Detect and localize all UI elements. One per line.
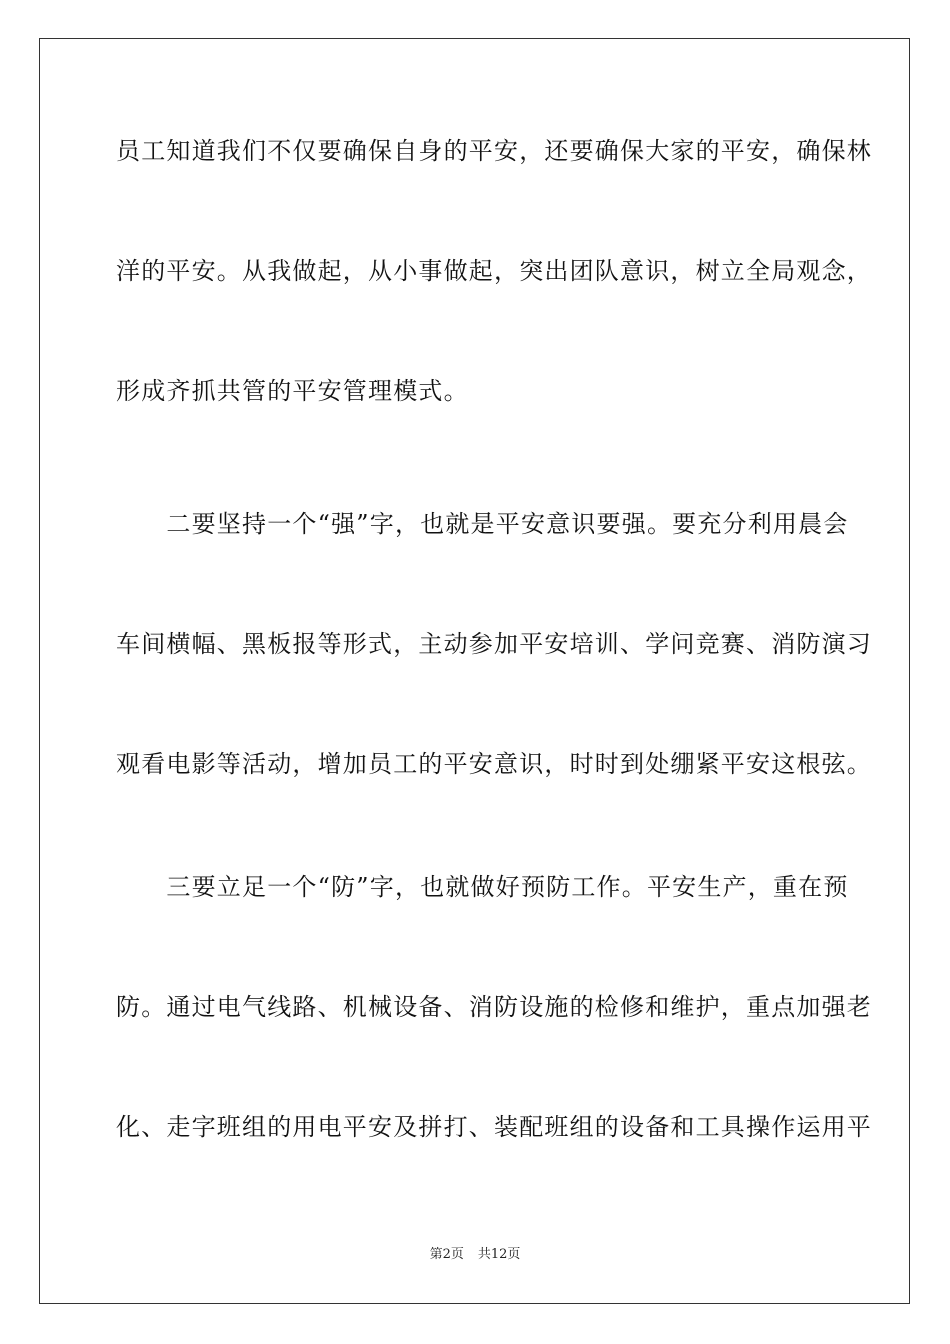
body-text-line: 防。通过电气线路、机械设备、消防设施的检修和维护，重点加强老 [116, 993, 872, 1021]
body-text-line: 车间横幅、黑板报等形式，主动参加平安培训、学问竞赛、消防演习 [116, 630, 872, 658]
paragraph-three-line: 三要立足一个“防”字，也就做好预防工作。平安生产，重在预 [116, 873, 849, 901]
page-footer [0, 1247, 950, 1263]
body-text-line: 员工知道我们不仅要确保自身的平安，还要确保大家的平安，确保林 [116, 137, 872, 165]
body-text-line: 洋的平安。从我做起，从小事做起，突出团队意识，树立全局观念， [116, 257, 872, 285]
page-number: 第2页 [429, 1247, 464, 1262]
paragraph-two-line: 二要坚持一个“强”字，也就是平安意识要强。要充分利用晨会 [116, 510, 849, 538]
body-text-line: 形成齐抓共管的平安管理模式。 [116, 377, 469, 405]
body-text-line: 化、走字班组的用电平安及拼打、装配班组的设备和工具操作运用平 [116, 1113, 872, 1141]
body-text-line: 观看电影等活动，增加员工的平安意识，时时到处绷紧平安这根弦。 [116, 750, 872, 778]
total-pages: 共12页 [477, 1247, 521, 1262]
